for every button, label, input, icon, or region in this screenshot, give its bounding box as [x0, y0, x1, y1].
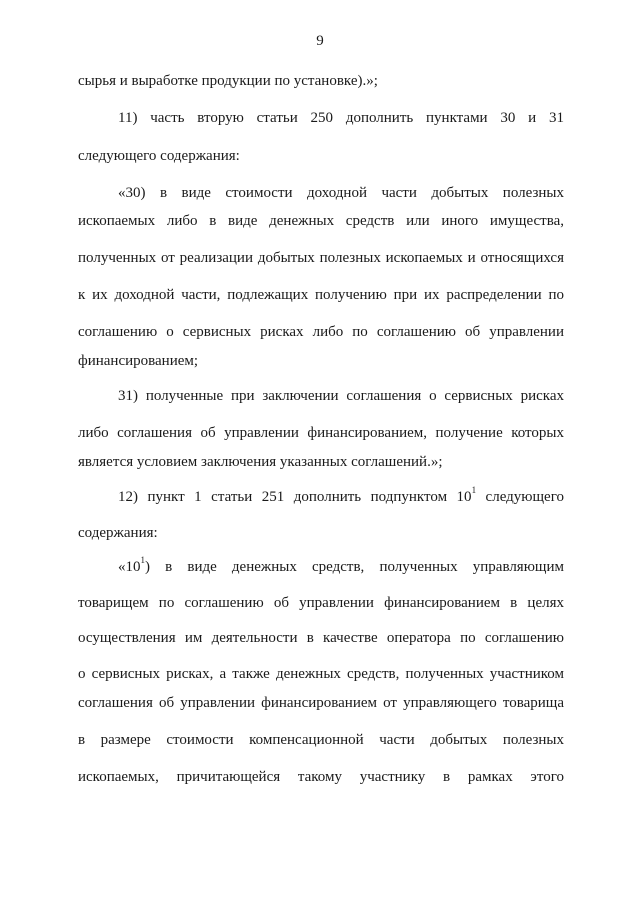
text-line: следующего содержания: [78, 148, 240, 164]
text-line [118, 485, 564, 506]
page-number: 9 [316, 33, 324, 49]
text-line: ископаемых, причитающейся такому участнику в рамках этого [78, 769, 564, 785]
text-line: содержания: [78, 525, 158, 541]
text-line: соглашению о сервисных рисках либо по соглашению об управлении [78, 324, 564, 340]
text-line: «30) в виде стоимости доходной части добытых полезных [118, 185, 564, 201]
text-line: ископаемых либо в виде денежных средств или иного имущества, [78, 213, 564, 229]
text-segment: ) в виде денежных средств, полученных управляющим [145, 559, 564, 575]
superscript: 1 [140, 555, 145, 565]
text-line: товарищем по соглашению об управлении финансированием в целях [78, 595, 564, 611]
text-line: финансированием; [78, 353, 199, 369]
text-line: о сервисных рисках, а также денежных средств, полученных участником [78, 666, 564, 682]
text-segment: 12) пункт 1 статьи 251 дополнить подпунктом 10 [118, 489, 472, 505]
text-segment: следующего [476, 489, 564, 505]
text-line [118, 555, 564, 576]
superscript: 1 [471, 485, 477, 495]
text-line: в размере стоимости компенсационной части добытых полезных [78, 732, 564, 748]
text-line: осуществления им деятельности в качестве оператора по соглашению [78, 630, 564, 646]
text-segment: «10 [118, 559, 141, 575]
text-line: к их доходной части, подлежащих получению при их распределении по [78, 287, 564, 303]
text-line: полученных от реализации добытых полезных ископаемых и относящихся [78, 250, 564, 266]
text-line: является условием заключения указанных соглашений.»; [78, 454, 443, 470]
text-line: 31) полученные при заключении соглашения о сервисных рисках [118, 388, 564, 404]
text-line: сырья и выработке продукции по установке).»; [78, 73, 378, 89]
text-line: 11) часть вторую статьи 250 дополнить пунктами 30 и 31 [118, 110, 564, 126]
text-line: соглашения об управлении финансированием от управляющего товарища [78, 695, 564, 711]
text-line: либо соглашения об управлении финансированием, получение которых [78, 425, 564, 441]
